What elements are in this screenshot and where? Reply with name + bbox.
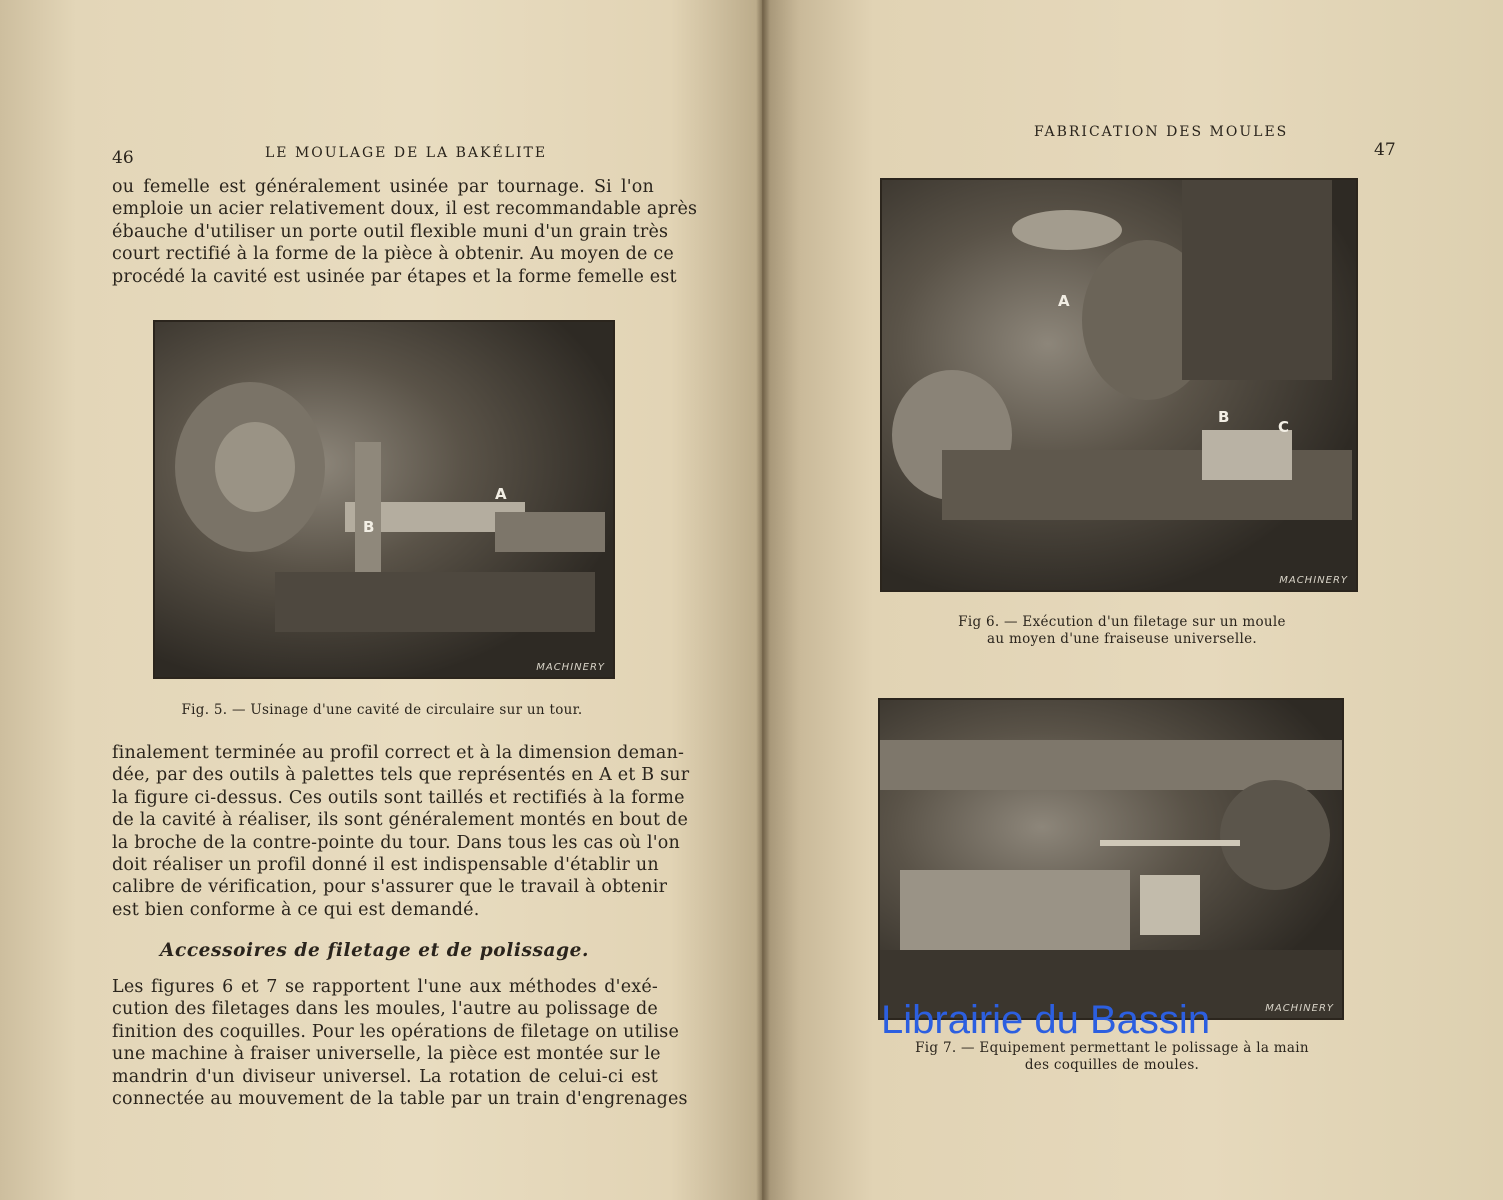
page-number-right: 47 xyxy=(1374,140,1396,160)
final-paragraph xyxy=(112,976,688,1110)
text-line: finalement terminée au profil correct et à la dimension deman- xyxy=(112,743,685,763)
figure-5-label-b: B xyxy=(363,518,375,536)
figure-7-caption-line-2: des coquilles de moules. xyxy=(1024,1057,1200,1073)
librairie-watermark: Librairie du Bassin xyxy=(881,998,1211,1042)
text-line: mandrin d'un diviseur universel. La rotation de celui-ci est xyxy=(112,1066,658,1087)
text-line: de la cavité à réaliser, ils sont généralement montés en bout de xyxy=(112,810,688,831)
figure-6-caption-line-2: au moyen d'une fraiseuse universelle. xyxy=(987,631,1257,647)
text-line: doit réaliser un profil donné il est indispensable d'établir un xyxy=(112,855,659,876)
running-head-left: LE MOULAGE DE LA BAKÉLITE xyxy=(265,145,548,161)
text-line: connectée au mouvement de la table par un train d'engrenages xyxy=(112,1089,688,1110)
section-subheading: Accessoires de filetage et de polissage. xyxy=(160,940,590,961)
text-line: court rectifié à la forme de la pièce à obtenir. Au moyen de ce xyxy=(112,244,674,265)
figure-5-credit: MACHINERY xyxy=(536,662,605,673)
mould-piece-shape xyxy=(1202,430,1292,480)
text-line: ébauche d'utiliser un porte outil flexible muni d'un grain très xyxy=(112,221,669,242)
text-line: procédé la cavité est usinée par étapes et la forme femelle est xyxy=(112,266,677,287)
book-gutter xyxy=(756,0,770,1200)
text-line: la broche de la contre-pointe du tour. Dans tous les cas où l'on xyxy=(112,832,680,853)
figure-7-credit: MACHINERY xyxy=(1265,1003,1334,1014)
figure-6-label-c: C xyxy=(1278,418,1290,436)
text-line: est bien conforme à ce qui est demandé. xyxy=(112,899,480,920)
text-line: la figure ci-dessus. Ces outils sont taillés et rectifiés à la forme xyxy=(112,787,685,808)
text-line: une machine à fraiser universelle, la pièce est montée sur le xyxy=(112,1044,661,1065)
running-head-right: FABRICATION DES MOULES xyxy=(1034,124,1289,140)
figure-5-caption: Fig. 5. — Usinage d'une cavité de circulaire sur un tour. xyxy=(181,702,583,718)
figure-6-credit: MACHINERY xyxy=(1279,575,1348,586)
figure-5-photo xyxy=(153,320,615,679)
mould-plate-shape xyxy=(900,870,1130,950)
figure-6-photo xyxy=(880,178,1358,592)
flexible-shaft-shape xyxy=(1100,840,1240,846)
figure-6-caption-line-1: Fig 6. — Exécution d'un filetage sur un moule xyxy=(958,614,1286,630)
figure-7-caption xyxy=(882,1040,1342,1074)
intro-paragraph xyxy=(112,176,698,288)
figure-6-label-b: B xyxy=(1218,408,1230,426)
text-line: emploie un acier relativement doux, il est recommandable après xyxy=(112,199,698,220)
figure-7-caption-line-1: Fig 7. — Equipement permettant le polissage à la main xyxy=(915,1040,1309,1056)
text-line: calibre de vérification, pour s'assurer que le travail à obtenir xyxy=(112,877,668,898)
figure-6-label-a: A xyxy=(1058,292,1070,310)
middle-paragraph xyxy=(112,742,690,921)
figure-7-photo xyxy=(878,698,1344,1020)
text-line: Les figures 6 et 7 se rapportent l'une aux méthodes d'exé- xyxy=(112,977,658,997)
machine-column-shape xyxy=(1182,180,1332,380)
tailstock-shape xyxy=(495,512,605,552)
motor-shape xyxy=(1220,780,1330,890)
polishing-tools-shape xyxy=(1140,875,1200,935)
text-line: cution des filetages dans les moules, l'autre au polissage de xyxy=(112,999,658,1020)
lathe-bed-shape xyxy=(275,572,595,632)
cutter-disc-shape xyxy=(1012,210,1122,250)
text-line: finition des coquilles. Pour les opérations de filetage on utilise xyxy=(112,1021,680,1042)
tool-post-shape xyxy=(355,442,381,572)
figure-5-label-a: A xyxy=(495,485,507,503)
text-line: ou femelle est généralement usinée par tournage. Si l'on xyxy=(112,177,654,197)
page-number-left: 46 xyxy=(112,148,134,168)
figure-6-caption xyxy=(912,614,1332,648)
text-line: dée, par des outils à palettes tels que représentés en A et B sur xyxy=(112,765,690,786)
chuck-face-shape xyxy=(215,422,295,512)
